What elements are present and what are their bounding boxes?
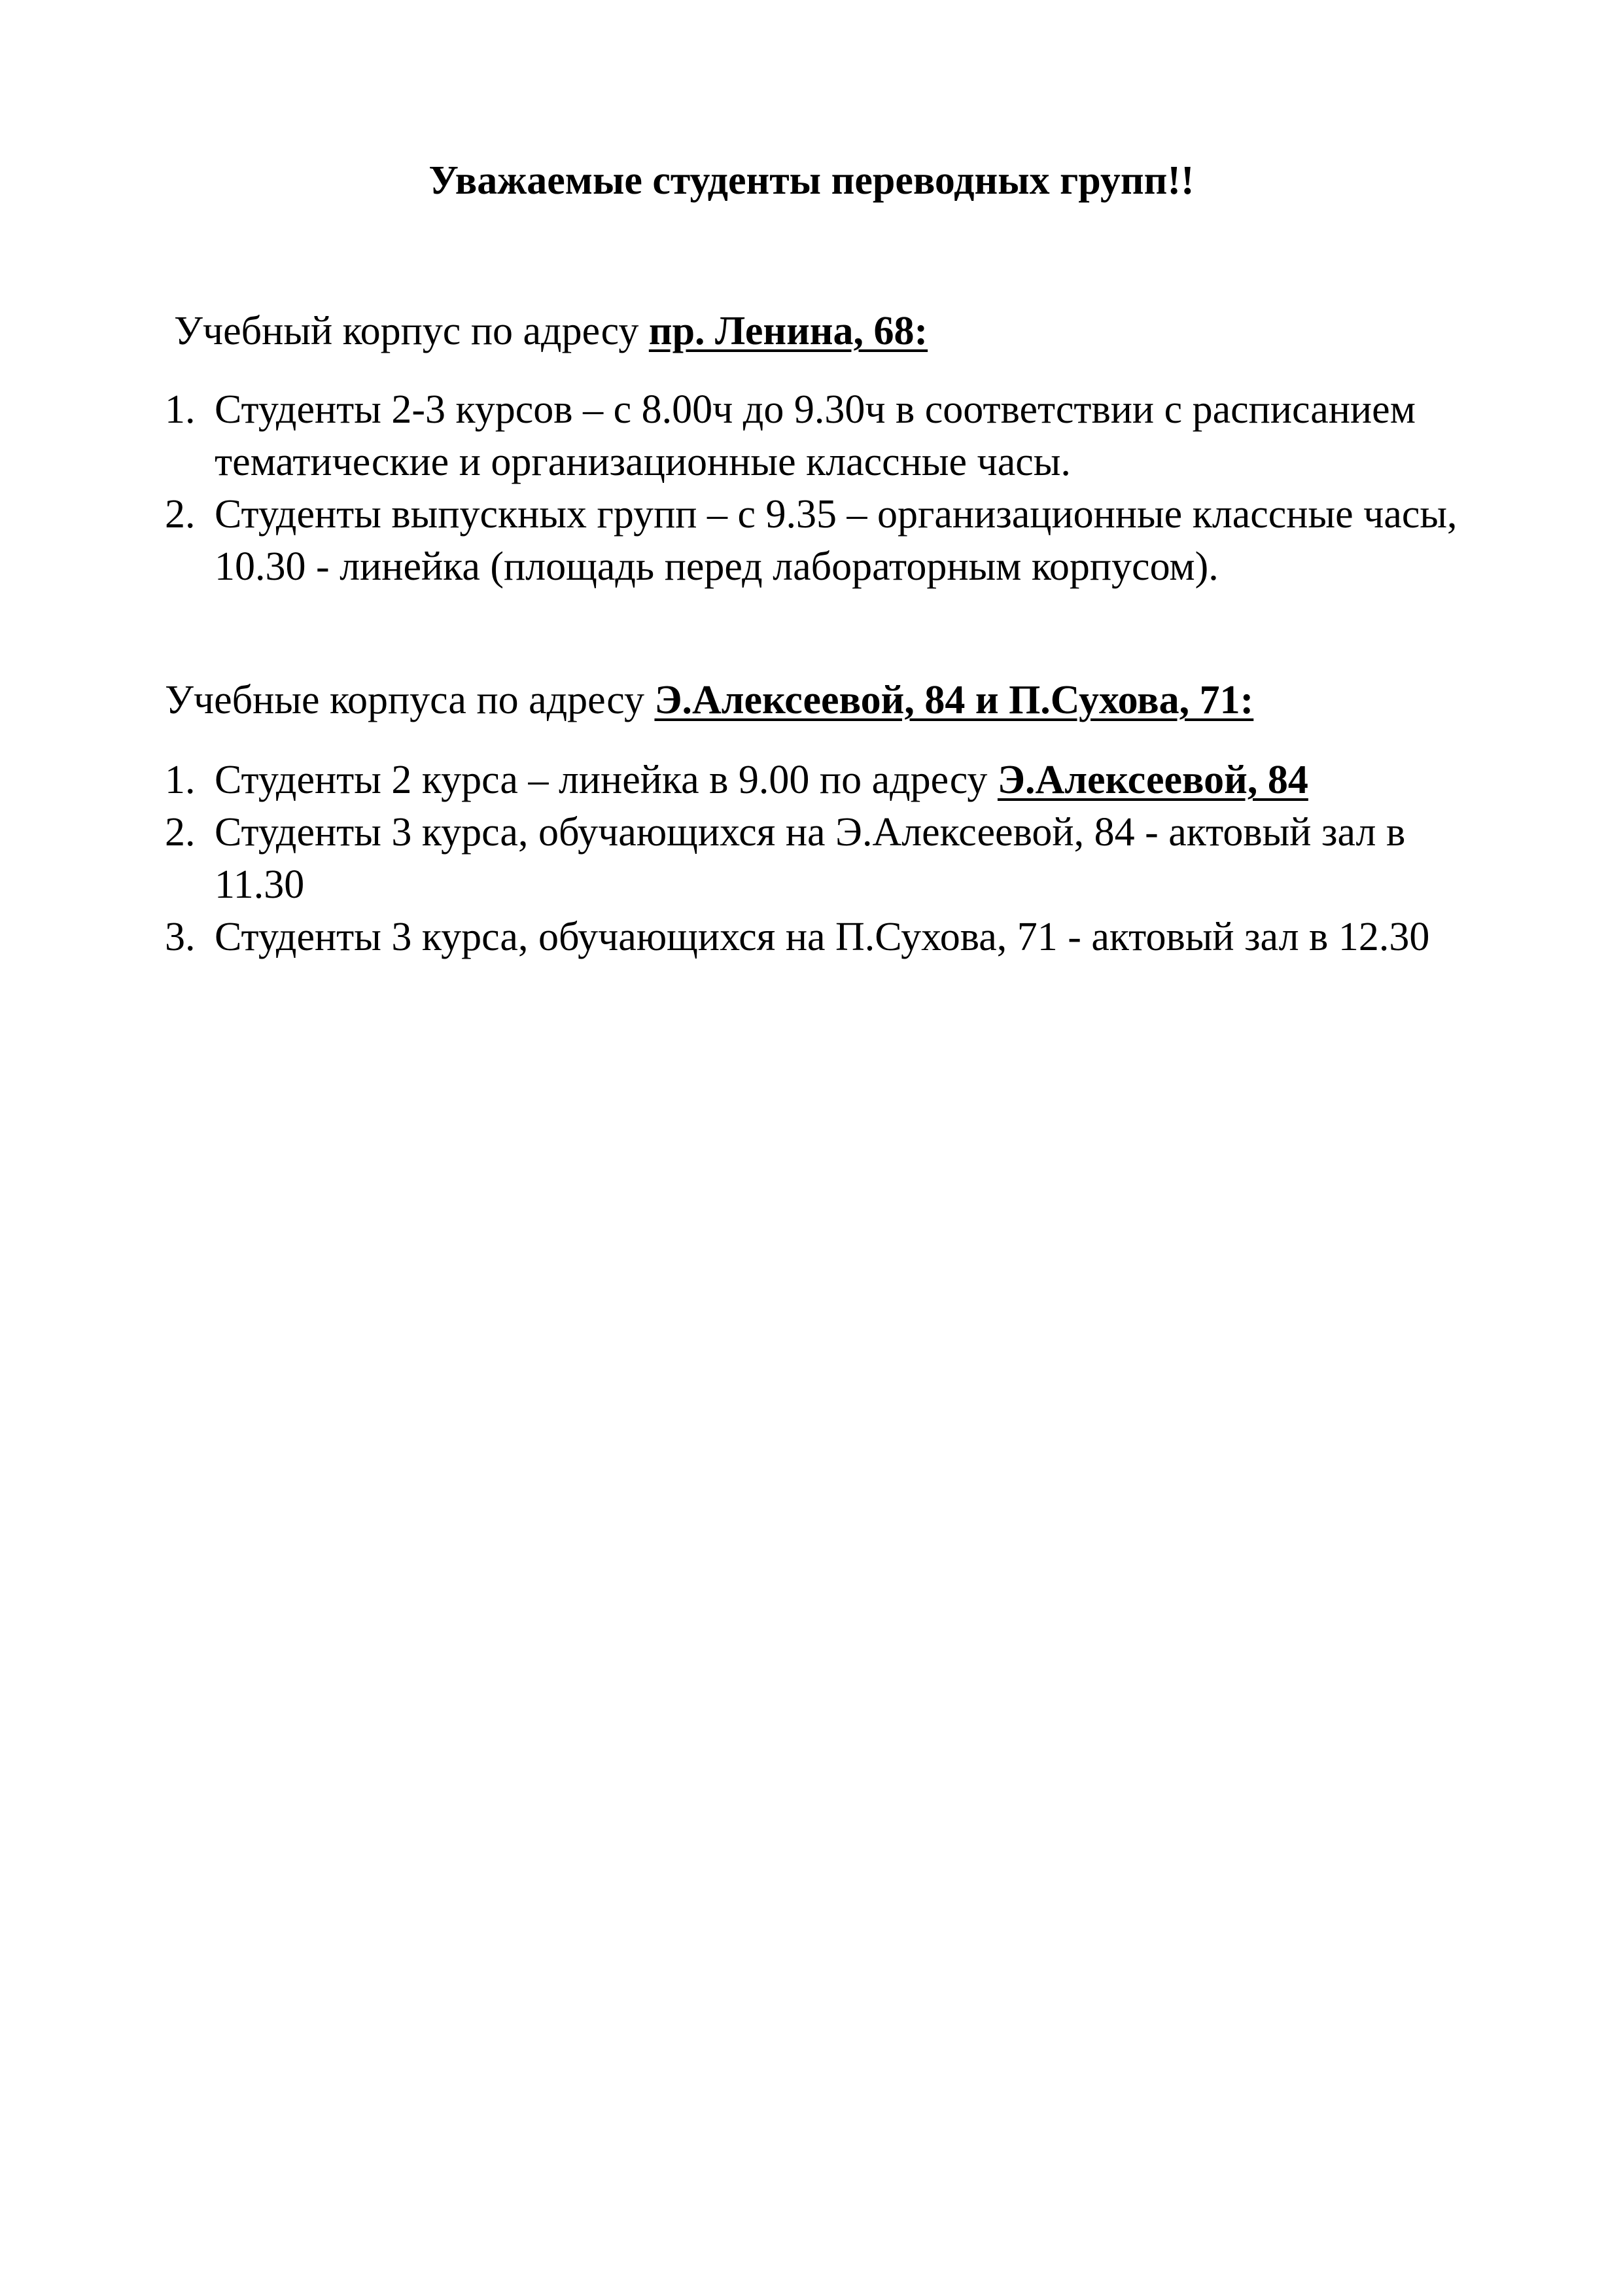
list-item-line: Студенты 3 курса, обучающихся на Э.Алексеевой, 84 - актовый зал в (215, 810, 1406, 855)
list-item-number: 1. (165, 387, 196, 432)
list-item-line: Студенты 2-3 курсов – с 8.00ч до 9.30ч в соответствии с расписанием (215, 387, 1416, 432)
list-item-line: тематические и организационные классные часы. (215, 440, 1071, 484)
list-item-line: Студенты выпускных групп – с 9.35 – организационные классные часы, (215, 492, 1457, 537)
list-item (165, 488, 1571, 593)
schedule-list-alekseevoy-sukhova (165, 754, 1571, 963)
section-heading-address: пр. Ленина, 68: (648, 309, 928, 353)
list-item-number: 1. (165, 758, 196, 802)
list-item-line: 11.30 (215, 862, 305, 907)
list-item (165, 383, 1571, 488)
section-heading-text: Учебные корпуса по адресу (165, 678, 655, 722)
page-title: Уважаемые студенты переводных групп!! (428, 158, 1195, 203)
list-item-number: 3. (165, 915, 196, 959)
list-item-number: 2. (165, 492, 196, 537)
section-heading-text: Учебный корпус по адресу (174, 309, 649, 353)
list-item-text: Студенты 2 курса – линейка в 9.00 по адресу (215, 758, 998, 802)
list-item-line: Студенты 3 курса, обучающихся на П.Сухова, 71 - актовый зал в 12.30 (215, 915, 1430, 959)
schedule-list-lenina (165, 383, 1571, 593)
list-item-number: 2. (165, 810, 196, 855)
section-heading-lenina (174, 305, 928, 357)
list-item-line (215, 754, 1571, 806)
list-item-line: 10.30 - линейка (площадь перед лабораторным корпусом). (215, 544, 1219, 589)
list-item (165, 754, 1571, 806)
list-item (165, 806, 1571, 911)
list-item-address: Э.Алексеевой, 84 (997, 758, 1308, 802)
list-item (165, 911, 1571, 963)
section-heading-address: Э.Алексеевой, 84 и П.Сухова, 71: (654, 678, 1254, 722)
section-heading-alekseevoy-sukhova (165, 674, 1253, 726)
